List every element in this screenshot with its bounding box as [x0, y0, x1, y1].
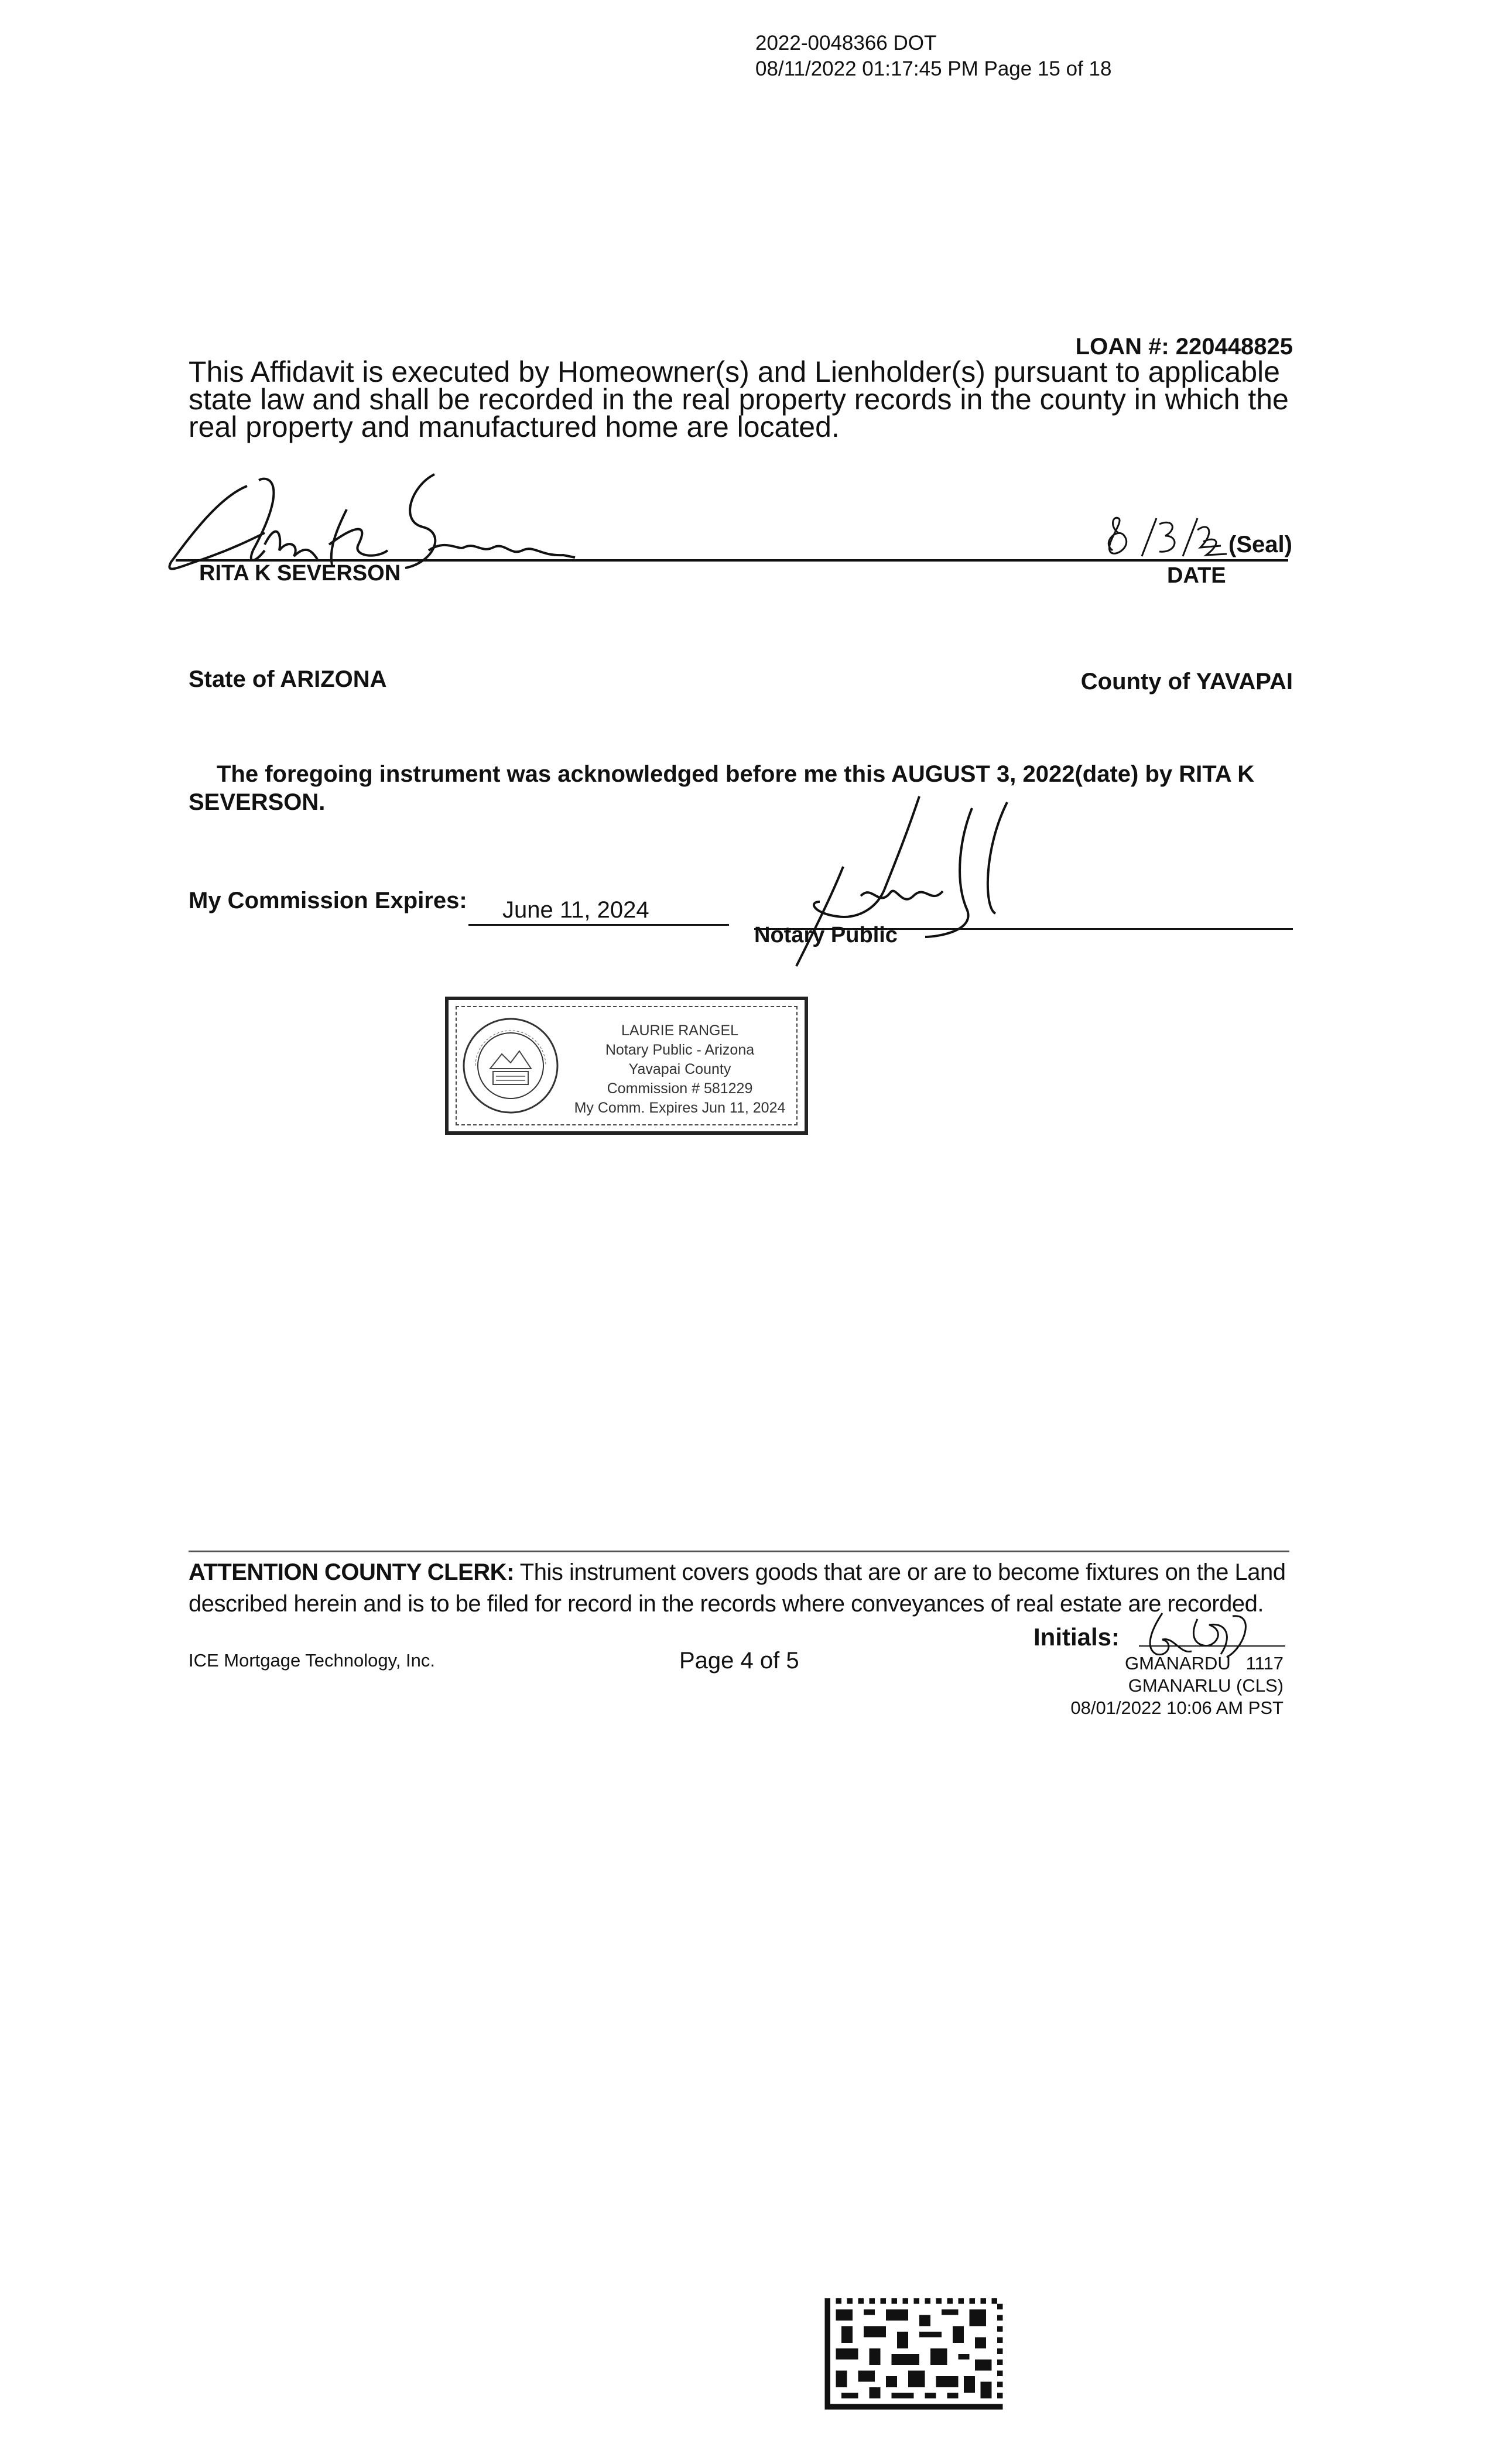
stamp-text [560, 1021, 800, 1118]
loan-label: LOAN #: [1075, 334, 1169, 360]
seal-label: (Seal) [1228, 532, 1292, 557]
stamp-line-name: LAURIE RANGEL [621, 1022, 739, 1039]
affidavit-statement: This Affidavit is executed by Homeowner(s) and Lienholder(s) pursuant to applicable state law and shall be recorded in the real property records in the county in which the real property and manufactured home are located. [189, 355, 1289, 443]
barcode-icon [824, 2298, 1003, 2410]
homeowner-signature-icon [153, 463, 598, 615]
form-code-3: 08/01/2022 10:06 AM PST [1070, 1698, 1284, 1718]
commission-date: June 11, 2024 [502, 897, 649, 923]
form-codes [1070, 1652, 1284, 1719]
date-label: DATE [1167, 563, 1226, 588]
stamp-line-expires: My Comm. Expires Jun 11, 2024 [574, 1100, 786, 1116]
attention-clause [189, 1556, 1289, 1620]
loan-value: 220448825 [1175, 334, 1293, 360]
attention-rule [189, 1551, 1289, 1552]
recording-timestamp: 08/11/2022 01:17:45 PM Page 15 of 18 [755, 57, 1112, 80]
notary-stamp [445, 997, 808, 1135]
attention-text: This instrument covers goods that are or are to become fixtures on the Land described herein and is to be filed for record in the records where conveyances of real estate are recorded. [189, 1559, 1286, 1617]
county-label: County of YAVAPAI [1080, 669, 1293, 694]
state-label: State of ARIZONA [189, 666, 387, 692]
commission-line [468, 924, 729, 926]
signer-name: RITA K SEVERSON [199, 561, 401, 586]
page-number: Page 4 of 5 [679, 1648, 799, 1674]
stamp-line-commission: Commission # 581229 [607, 1080, 753, 1097]
arizona-seal-icon [458, 1013, 563, 1118]
stamp-line-title: Notary Public - Arizona [605, 1042, 755, 1058]
notary-signature-icon [750, 790, 1031, 978]
stamp-line-county: Yavapai County [628, 1061, 731, 1077]
form-code-1: GMANARDU 1117 [1124, 1653, 1284, 1674]
commission-label: My Commission Expires: [189, 888, 467, 913]
form-code-2: GMANARLU (CLS) [1128, 1675, 1284, 1696]
handwritten-date-icon [1101, 509, 1230, 562]
recording-stamp [755, 30, 1111, 82]
acknowledgment-statement: The foregoing instrument was acknowledged before me this AUGUST 3, 2022(date) by RITA K SEVERSON. [189, 761, 1255, 815]
attention-label: ATTENTION COUNTY CLERK: [189, 1559, 514, 1585]
initials-line [1139, 1645, 1285, 1647]
initials-label: Initials: [1033, 1623, 1120, 1651]
company-name: ICE Mortgage Technology, Inc. [189, 1650, 436, 1671]
recording-doc-number: 2022-0048366 DOT [755, 32, 937, 54]
notary-public-label: Notary Public [754, 923, 898, 947]
